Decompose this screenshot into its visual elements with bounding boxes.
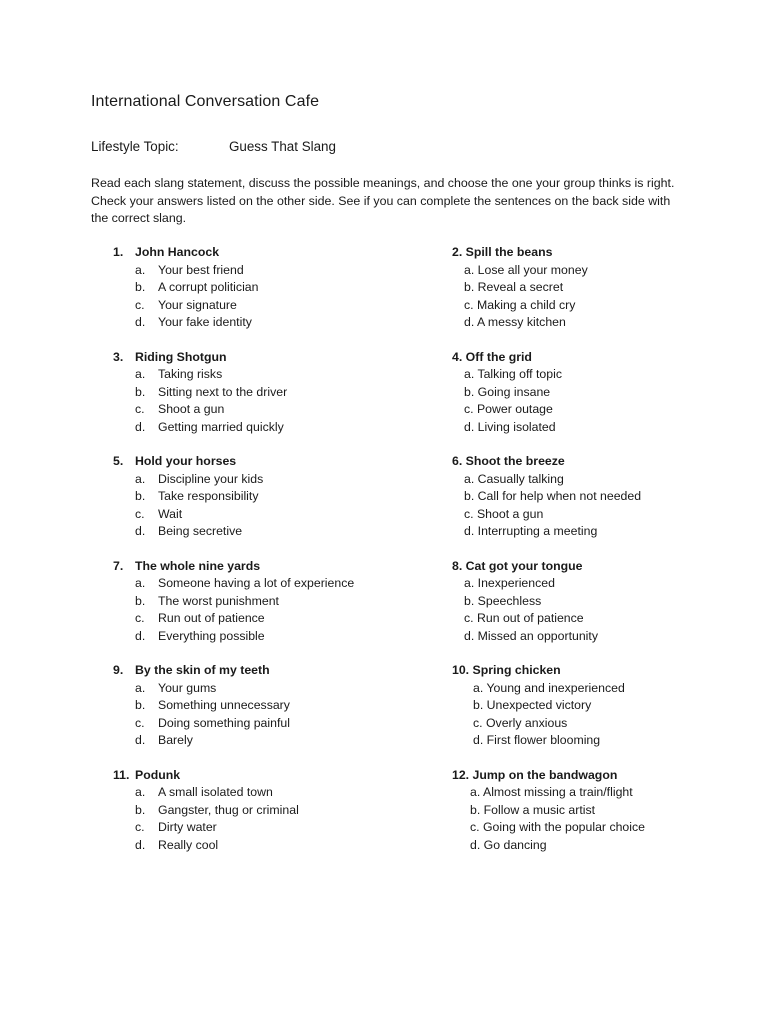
option-letter: d.	[135, 733, 146, 748]
option	[113, 715, 433, 733]
option: b. Going insane	[464, 384, 551, 399]
option: a. Casually talking	[464, 471, 564, 486]
instructions: Read each slang statement, discuss the possible meanings, and choose the one your group thinks is right. Check your answers listed on the other side. See if you can complete the sentences on the back side with the correct slang.	[91, 176, 675, 225]
option	[113, 575, 433, 593]
question-9	[113, 662, 433, 767]
option-letter: a.	[135, 471, 146, 486]
question-5	[113, 453, 433, 558]
option: a. Young and inexperienced	[473, 680, 625, 695]
option-letter: c.	[135, 715, 145, 730]
question-title: 10. Spring chicken	[452, 663, 561, 678]
option-text: Discipline your kids	[158, 471, 264, 486]
option	[113, 697, 433, 715]
option-letter: a.	[135, 262, 146, 277]
option	[113, 279, 433, 297]
option-text: Barely	[158, 733, 193, 748]
option-text: A corrupt politician	[158, 280, 259, 294]
option-letter: d.	[135, 315, 146, 329]
option-text: A small isolated town	[158, 785, 273, 800]
question-title: Riding Shotgun	[135, 349, 227, 364]
option-text: Your signature	[158, 297, 237, 312]
question-title: The whole nine yards	[135, 558, 261, 573]
left-column	[113, 244, 433, 872]
question-title: John Hancock	[135, 245, 220, 259]
option-letter: a.	[135, 680, 146, 695]
option-letter: c.	[135, 611, 145, 626]
option-letter: c.	[135, 402, 145, 417]
option: a. Talking off topic	[464, 367, 562, 382]
option-letter: c.	[135, 297, 145, 312]
option: b. Reveal a secret	[464, 280, 564, 294]
option-text: Run out of patience	[158, 611, 265, 626]
option-letter: b.	[135, 384, 146, 399]
question-title: Podunk	[135, 767, 181, 782]
option-text: Dirty water	[158, 820, 217, 835]
option-text: Your gums	[158, 680, 217, 695]
option-text: Your best friend	[158, 262, 244, 277]
option: b. Unexpected victory	[473, 698, 592, 713]
question-number: 3.	[113, 349, 124, 364]
question-4	[452, 349, 722, 454]
option-text: Taking risks	[158, 367, 223, 382]
option	[113, 610, 433, 628]
question-8	[452, 558, 722, 663]
question-title: By the skin of my teeth	[135, 663, 270, 678]
option: d. Go dancing	[470, 837, 547, 852]
option	[113, 628, 433, 646]
option: c. Power outage	[464, 402, 553, 417]
option	[113, 802, 433, 820]
option-text: Really cool	[158, 837, 219, 852]
question-number: 5.	[113, 454, 124, 469]
option	[113, 593, 433, 611]
question-number: 7.	[113, 558, 124, 573]
option: c. Overly anxious	[473, 715, 568, 730]
question-title: Hold your horses	[135, 454, 237, 469]
option	[113, 471, 433, 489]
option	[113, 384, 433, 402]
option: d. A messy kitchen	[464, 315, 566, 329]
option-text: Doing something painful	[158, 715, 290, 730]
topic-label: Lifestyle Topic:	[91, 139, 179, 154]
page-title: International Conversation Cafe	[91, 93, 320, 110]
option	[113, 523, 433, 541]
question-title: 4. Off the grid	[452, 349, 532, 364]
question-11	[113, 767, 433, 872]
option	[113, 262, 433, 280]
option	[113, 419, 433, 437]
question-3	[113, 349, 433, 454]
option: b. Speechless	[464, 593, 542, 608]
option-letter: b.	[135, 593, 146, 608]
option: c. Making a child cry	[464, 297, 576, 312]
option	[113, 784, 433, 802]
option-letter: a.	[135, 367, 146, 382]
question-6	[452, 453, 722, 558]
option: a. Inexperienced	[464, 576, 555, 591]
option	[113, 732, 433, 750]
option-letter: a.	[135, 785, 146, 800]
option	[113, 488, 433, 506]
option-letter: c.	[135, 820, 145, 835]
option	[113, 819, 433, 837]
option-text: Sitting next to the driver	[158, 384, 288, 399]
option-text: Getting married quickly	[158, 419, 284, 434]
option: c. Going with the popular choice	[470, 820, 645, 835]
option	[113, 297, 433, 315]
option	[113, 506, 433, 524]
question-title: 2. Spill the beans	[452, 245, 553, 259]
question-number: 9.	[113, 663, 124, 678]
option-text: Something unnecessary	[158, 698, 290, 713]
option: b. Follow a music artist	[470, 802, 596, 817]
option-letter: b.	[135, 280, 146, 294]
topic-row	[91, 139, 336, 154]
question-number: 11.	[113, 767, 130, 782]
option-letter: a.	[135, 576, 146, 591]
option-text: Gangster, thug or criminal	[158, 802, 299, 817]
option	[113, 837, 433, 855]
question-1	[113, 244, 433, 349]
option-text: Take responsibility	[158, 489, 259, 504]
option: d. Missed an opportunity	[464, 628, 598, 643]
option-letter: d.	[135, 524, 146, 539]
option: d. First flower blooming	[473, 733, 601, 748]
option-text: Being secretive	[158, 524, 243, 539]
option-text: Your fake identity	[158, 315, 252, 329]
option-letter: b.	[135, 802, 146, 817]
right-column	[452, 244, 722, 872]
question-10	[452, 662, 722, 767]
topic-value: Guess That Slang	[229, 139, 336, 154]
option	[113, 366, 433, 384]
option-letter: d.	[135, 628, 146, 643]
option-text: Everything possible	[158, 628, 265, 643]
option: c. Shoot a gun	[464, 506, 544, 521]
question-title: 6. Shoot the breeze	[452, 454, 565, 469]
question-number: 1.	[113, 245, 124, 259]
option-letter: b.	[135, 489, 146, 504]
option: d. Interrupting a meeting	[464, 524, 598, 539]
question-title: 8. Cat got your tongue	[452, 558, 583, 573]
option-text: Shoot a gun	[158, 402, 225, 417]
question-12	[452, 767, 722, 872]
option	[113, 401, 433, 419]
question-2	[452, 244, 722, 349]
option-letter: d.	[135, 837, 146, 852]
option-text: Someone having a lot of experience	[158, 576, 355, 591]
option-letter: d.	[135, 419, 146, 434]
option: c. Run out of patience	[464, 611, 584, 626]
option-letter: c.	[135, 506, 145, 521]
option-text: The worst punishment	[158, 593, 279, 608]
option	[113, 680, 433, 698]
question-7	[113, 558, 433, 663]
option-text: Wait	[158, 506, 183, 521]
question-title: 12. Jump on the bandwagon	[452, 767, 618, 782]
option: a. Almost missing a train/flight	[470, 785, 633, 800]
option: d. Living isolated	[464, 419, 556, 434]
option: a. Lose all your money	[464, 262, 588, 277]
option	[113, 314, 433, 332]
option: b. Call for help when not needed	[464, 489, 642, 504]
option-letter: b.	[135, 698, 146, 713]
